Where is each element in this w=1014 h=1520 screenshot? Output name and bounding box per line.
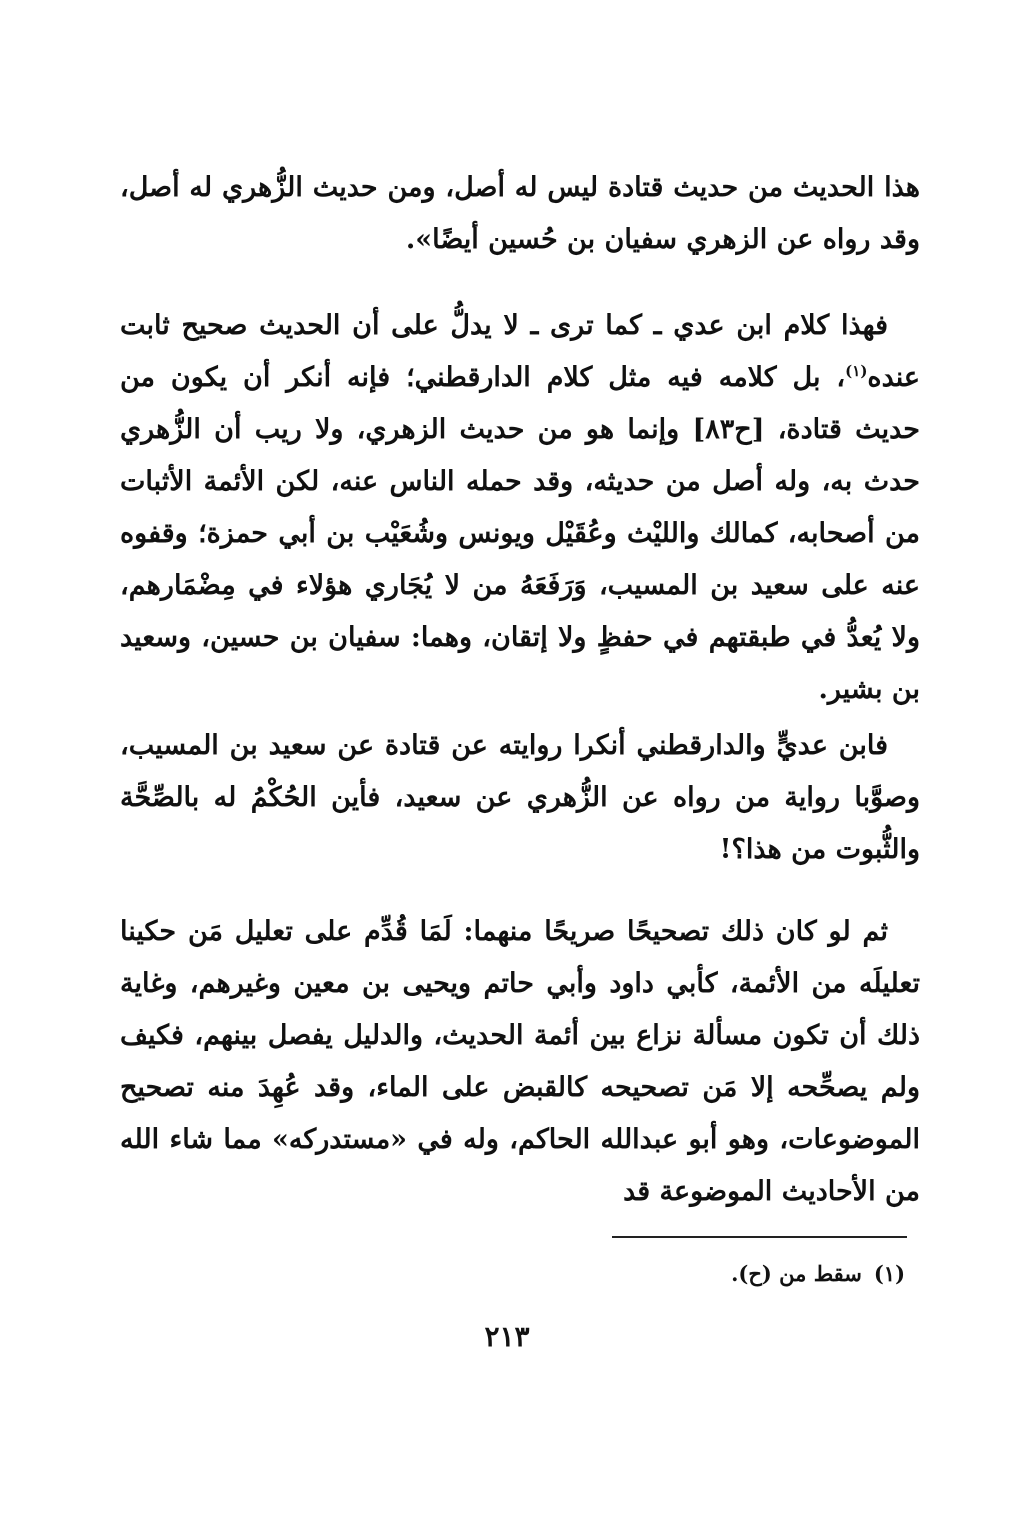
body-paragraph-2: [120, 300, 920, 716]
paragraph-text: ثم لو كان ذلك تصحيحًا صريحًا منهما: لَمَا قُدِّم على تعليل مَن حكينا تعليلَه من الأئمة، كأبي داود وأبي حاتم ويحيى بن معين وغيرهم، وغاية ذلك أن تكون مسألة نزاع بين أئمة الحديث، والدليل يفصل بينهم، فكيف ولم يصحِّحه إلا مَن تصحيحه كالقبض على الماء، وقد عُهِدَ منه تصحيح الموضوعات، وهو أبو عبدالله الحاكم، وله في «مستدركه» مما شاء الله من الأحاديث الموضوعة قد: [120, 916, 920, 1207]
footnote-reference: (١): [845, 362, 868, 380]
footnote: [500, 1256, 905, 1292]
paragraph-text-part: فهذا كلام ابن عدي ـ كما ترى ـ لا يدلُّ على أن الحديث صحيح ثابت عنده: [120, 310, 920, 393]
paragraph-text: فابن عديٍّ والدارقطني أنكرا روايته عن قتادة عن سعيد بن المسيب، وصوَّبا رواية من رواه عن الزُّهري عن سعيد، فأين الحُكْمُ له بالصِّحَّة والثُّبوت من هذا؟!: [120, 730, 920, 865]
body-paragraph-4: [120, 906, 920, 1218]
paragraph-text: هذا الحديث من حديث قتادة ليس له أصل، ومن حديث الزُّهري له أصل، وقد رواه عن الزهري سفيان بن حُسين أيضًا».: [120, 172, 920, 255]
body-paragraph-3: [120, 720, 920, 876]
footnote-divider: [612, 1236, 907, 1238]
paragraph-text-part: ، بل كلامه فيه مثل كلام الدارقطني؛ فإنه أنكر أن يكون من حديث قتادة، [ح٨٣] وإنما هو من حديث الزهري، ولا ريب أن الزُّهري حدث به، وله أصل من حديثه، وقد حمله الناس عنه، لكن الأئمة الأثبات من أصحابه، كمالك والليْث وعُقَيْل ويونس وشُعَيْب بن أبي حمزة؛ وقفوه عنه على سعيد بن المسيب، وَرَفَعَهُ من لا يُجَاري هؤلاء في مِضْمَارهم، ولا يُعدُّ في طبقتهم في حفظٍ ولا إتقان، وهما: سفيان بن حسين، وسعيد بن بشير.: [120, 362, 920, 705]
page-number: ٢١٣: [484, 1320, 530, 1353]
body-paragraph-1: [120, 162, 920, 266]
paragraph-text: [120, 300, 920, 716]
footnote-number: (١): [873, 1261, 905, 1286]
footnote-text: سقط من (ح).: [731, 1261, 862, 1286]
